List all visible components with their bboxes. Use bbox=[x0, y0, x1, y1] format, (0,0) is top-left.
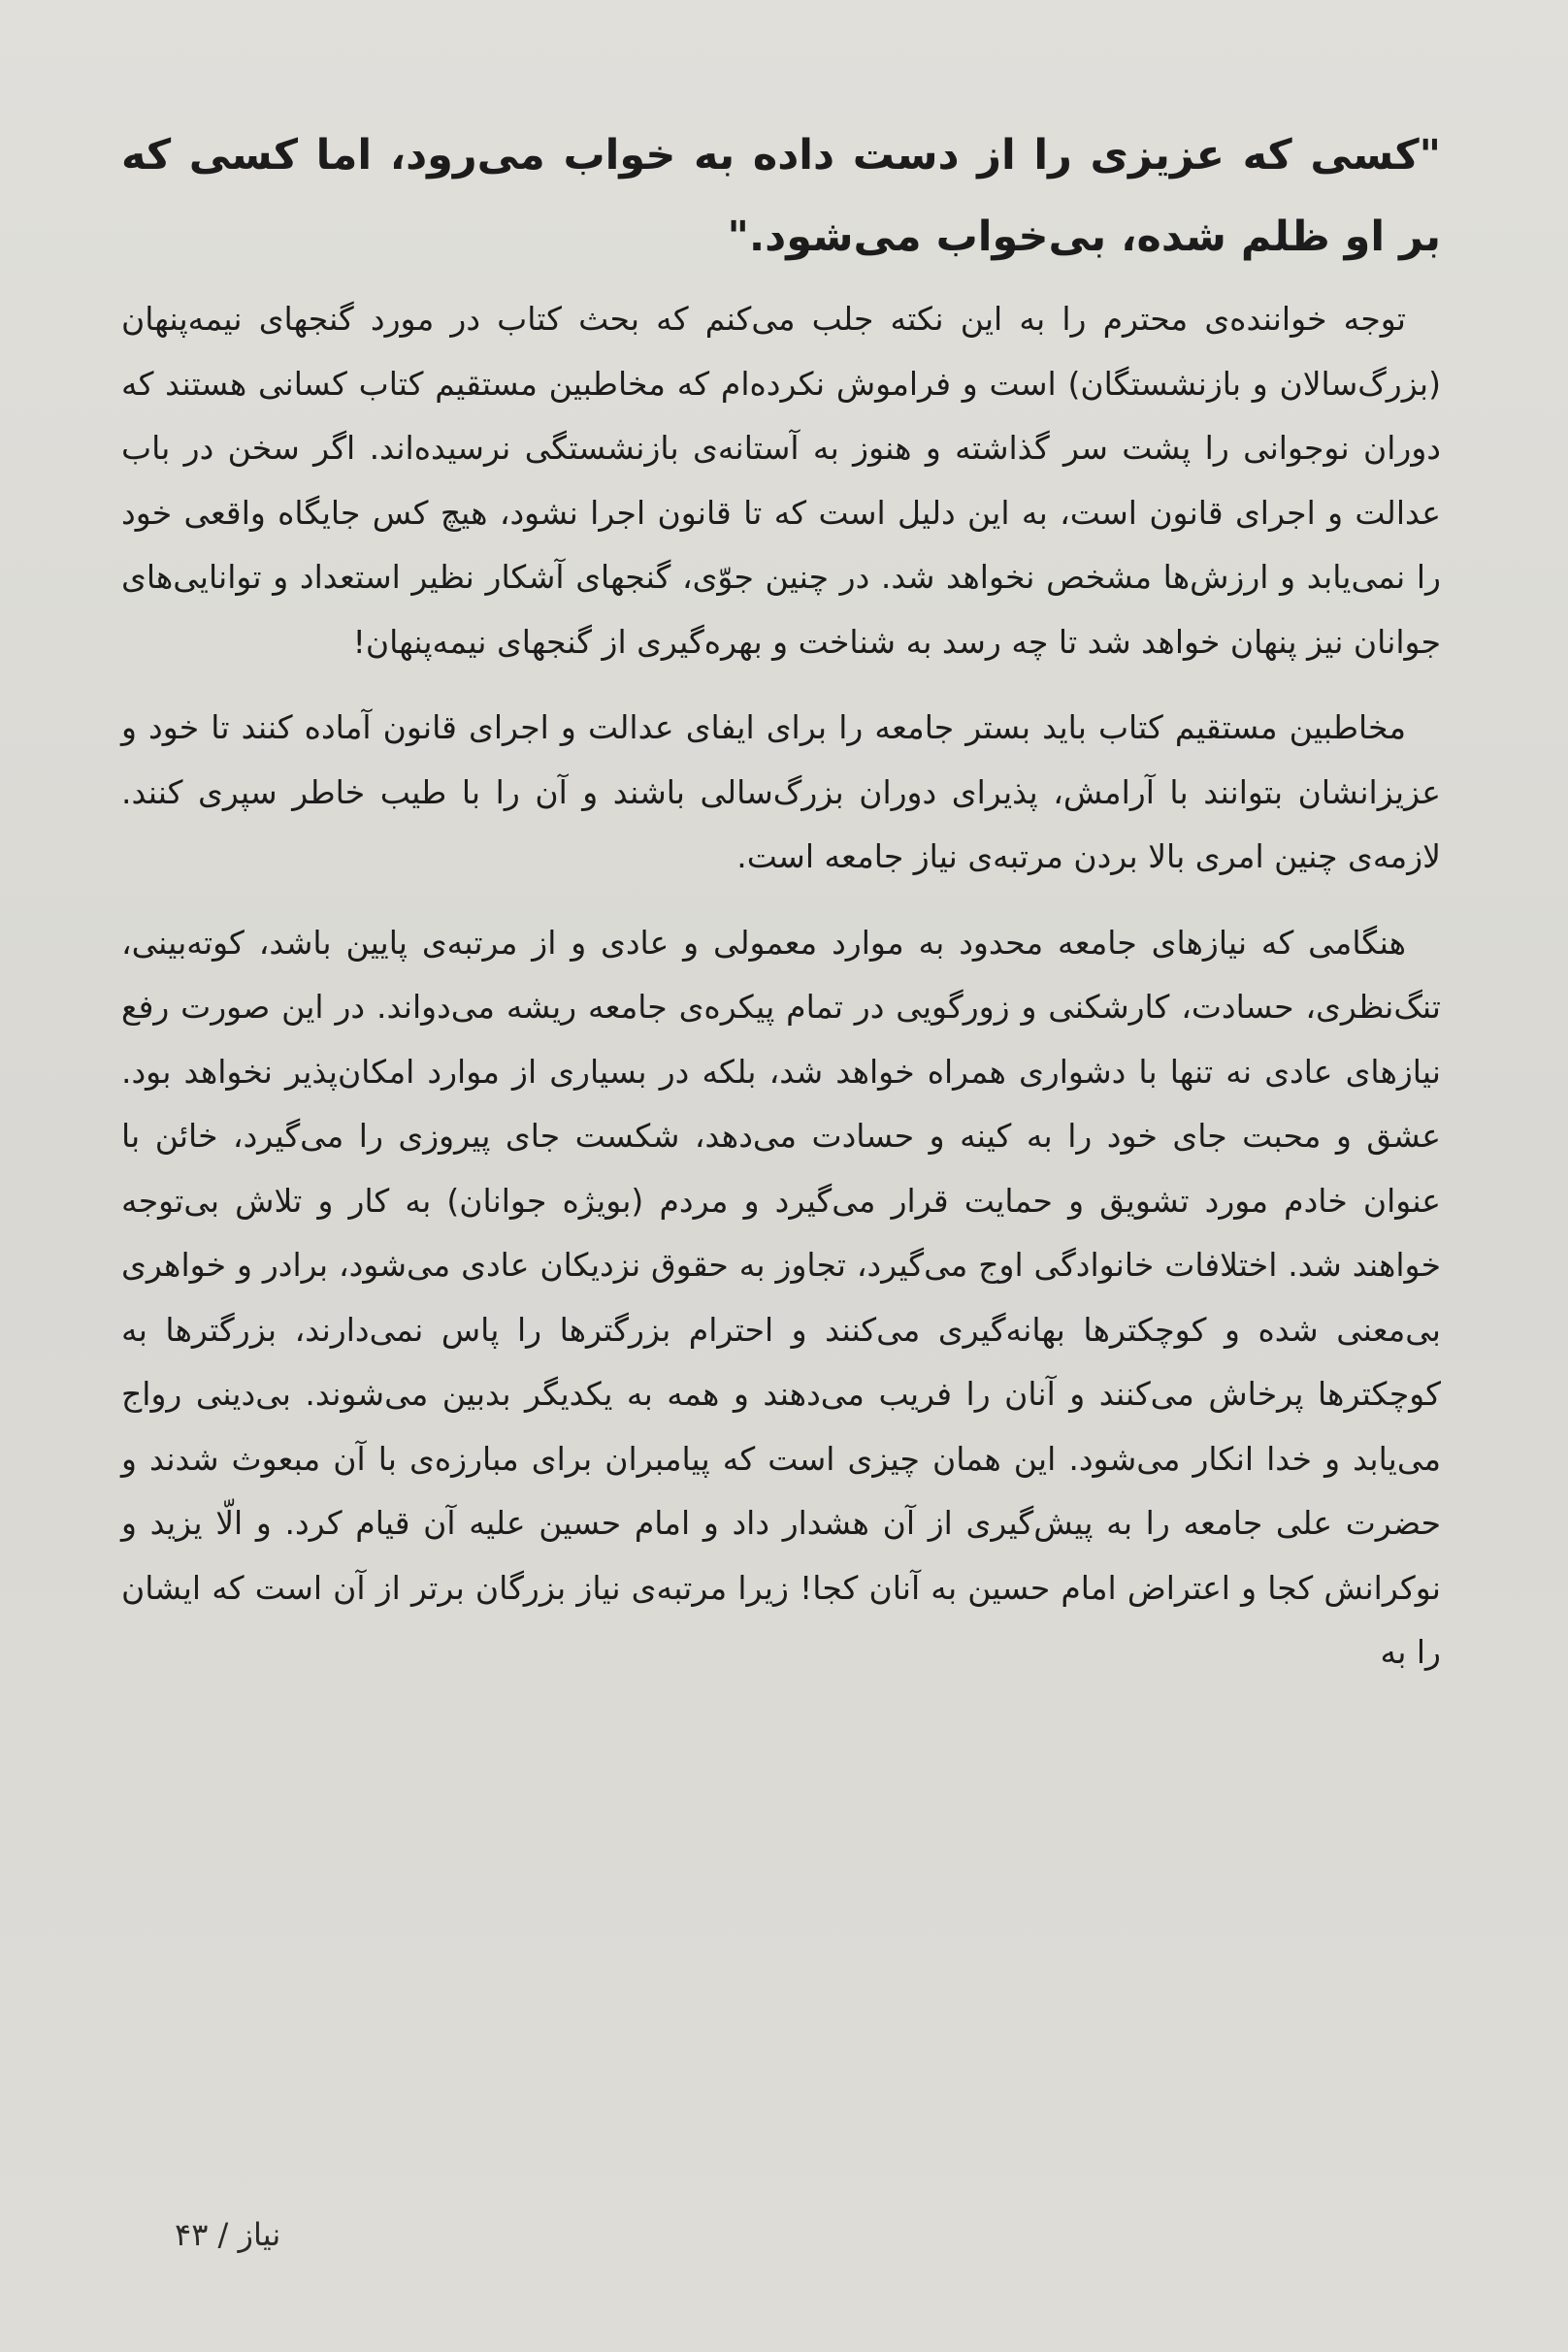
epigraph-quote: "کسی که عزیزی را از دست داده به خواب می‌رود، اما کسی که بر او ظلم شده، بی‌خواب می‌شود." bbox=[121, 131, 1441, 261]
text-block bbox=[121, 114, 1441, 1707]
paragraph-2: مخاطبین مستقیم کتاب باید بستر جامعه را برای ایفای عدالت و اجرای قانون آماده کنند تا خود و عزیزانشان بتوانند با آرامش، پذیرای دوران بزرگ‌سالی باشند و آن را با طیب خاطر سپری کنند. لازمه‌ی چنین امری بالا بردن مرتبه‌ی نیاز جامعه است. bbox=[121, 708, 1441, 875]
paragraph-1: توجه خواننده‌ی محترم را به این نکته جلب می‌کنم که بحث کتاب در مورد گنجهای نیمه‌پنهان (بزرگ‌سالان و بازنشستگان) است و فراموش نکرده‌ام که مخاطبین مستقیم کتاب کسانی هستند که دوران نوجوانی را پشت سر گذاشته و هنوز به آستانه‌ی بازنشستگی نرسیده‌اند. اگر سخن در باب عدالت و اجرای قانون است، به این دلیل است که تا قانون اجرا نشود، هیچ کس جایگاه واقعی خود را نمی‌یابد و ارزش‌ها مشخص نخواهد شد. در چنین جوّی، گنجهای آشکار نظیر استعداد و توانایی‌های جوانان نیز پنهان خواهد شد تا چه رسد به شناخت و بهره‌گیری از گنجهای نیمه‌پنهان! bbox=[121, 300, 1441, 661]
page-folio: نیاز / ۴۳ bbox=[175, 2216, 281, 2253]
paragraph-3: هنگامی که نیازهای جامعه محدود به موارد معمولی و عادی و از مرتبه‌ی پایین باشد، کوته‌بینی، تنگ‌نظری، حسادت، کارشکنی و زورگویی در تمام پیکره‌ی جامعه ریشه می‌دواند. در این صورت رفع نیازهای عادی نه تنها با دشواری همراه خواهد شد، بلکه در بسیاری از موارد امکان‌پذیر نخواهد بود. عشق و محبت جای خود را به کینه و حسادت می‌دهد، شکست جای پیروزی را می‌گیرد، خائن با عنوان خادم مورد تشویق و حمایت قرار می‌گیرد و مردم (بویژه جوانان) به کار و تلاش بی‌توجه خواهند شد. اختلافات خانوادگی اوج می‌گیرد، تجاوز به حقوق نزدیکان عادی می‌شود، برادر و خواهری بی‌معنی شده و کوچکترها بهانه‌گیری می‌کنند و احترام بزرگترها را پاس نمی‌دارند، بزرگترها به کوچکترها پرخاش می‌کنند و آنان را فریب می‌دهند و همه به یکدیگر بدبین می‌شوند. بی‌دینی رواج می‌یابد و خدا انکار می‌شود. این همان چیزی است که پیامبران برای مبارزه‌ی با آن مبعوث شدند و حضرت علی جامعه را به پیش‌گیری از آن هشدار داد و امام حسین علیه آن قیام کرد. و الّا یزید و نوکرانش کجا و اعتراض امام حسین به آنان کجا! زیرا مرتبه‌ی نیاز بزرگان برتر از آن است که ایشان را به bbox=[121, 923, 1441, 1671]
